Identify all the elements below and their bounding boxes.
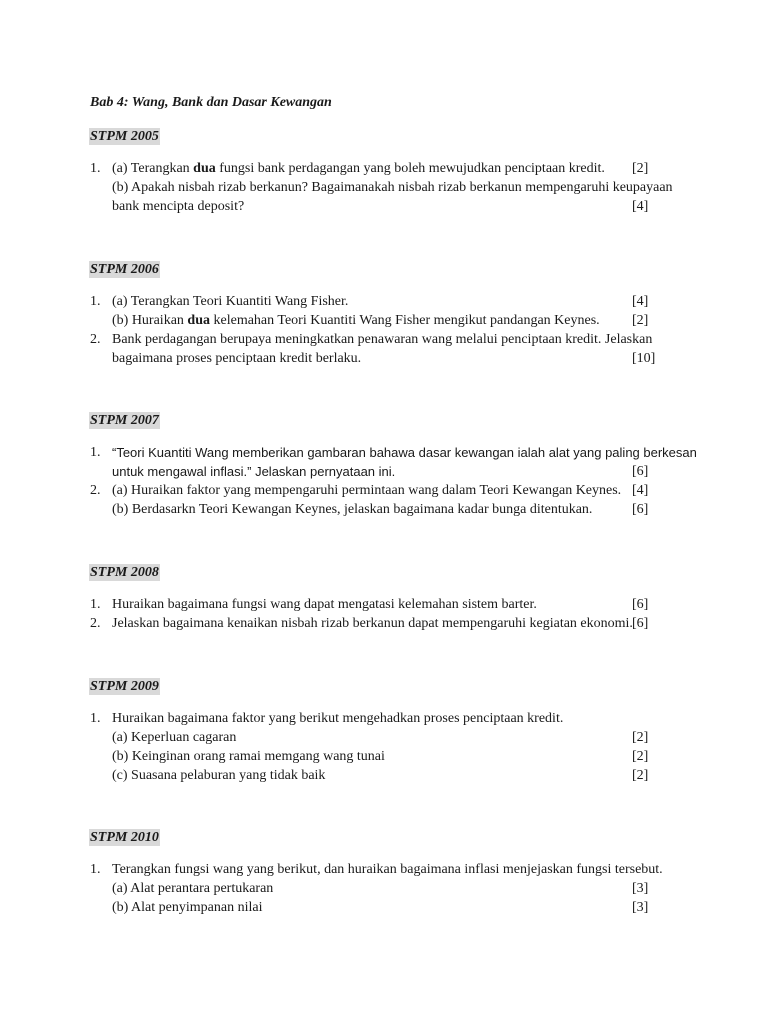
section-heading: STPM 2007 [90, 413, 159, 428]
question-line [90, 292, 690, 311]
question-line [90, 481, 690, 500]
question-number: 1. [90, 597, 101, 612]
question-number: 1. [90, 711, 101, 726]
mark-allocation: [2] [632, 730, 649, 745]
question-number: 2. [90, 332, 101, 347]
question-line [90, 898, 690, 917]
mark-allocation: [4] [632, 483, 649, 498]
question-text: Terangkan fungsi wang yang berikut, dan huraikan bagaimana inflasi menjejaskan fungsi tersebut. [112, 862, 663, 877]
mark-allocation: [4] [632, 199, 649, 214]
section-heading: STPM 2006 [90, 262, 159, 277]
question-text: (b) Apakah nisbah rizab berkanun? Bagaimanakah nisbah rizab berkanun mempengaruhi keupayaan [112, 180, 673, 195]
question-line [90, 311, 690, 330]
question-text [112, 311, 600, 330]
mark-allocation: [10] [632, 351, 656, 366]
mark-allocation: [2] [632, 313, 649, 328]
question-line [90, 178, 690, 197]
document-title: Bab 4: Wang, Bank dan Dasar Kewangan [90, 95, 332, 110]
question-text: Jelaskan bagaimana kenaikan nisbah rizab berkanun dapat mempengaruhi kegiatan ekonomi. [112, 616, 633, 631]
question-text: bagaimana proses penciptaan kredit berlaku. [112, 351, 362, 366]
question-number: 2. [90, 483, 101, 498]
question-text: (b) Alat penyimpanan nilai [112, 900, 263, 915]
emphasis-word: dua [193, 161, 216, 176]
question-line [90, 500, 690, 519]
exam-section [90, 677, 690, 785]
emphasis-word: dua [187, 313, 210, 328]
question-text-part: fungsi bank perdagangan yang boleh mewujudkan penciptaan kredit. [215, 161, 605, 176]
question-text-part: (b) Huraikan [112, 313, 188, 328]
question-text: Bank perdagangan berupaya meningkatkan penawaran wang melalui penciptaan kredit. Jelaskan [112, 332, 653, 347]
question-line [90, 330, 690, 349]
question-list [90, 159, 690, 216]
section-heading: STPM 2009 [90, 679, 159, 694]
question-list [90, 595, 690, 633]
question-list [90, 292, 690, 368]
question-text-part: kelemahan Teori Kuantiti Wang Fisher mengikut pandangan Keynes. [210, 313, 600, 328]
question-line [90, 595, 690, 614]
question-text: (a) Huraikan faktor yang mempengaruhi permintaan wang dalam Teori Kewangan Keynes. [112, 483, 622, 498]
question-line [90, 709, 690, 728]
question-line [90, 747, 690, 766]
mark-allocation: [2] [632, 749, 649, 764]
mark-allocation: [3] [632, 900, 649, 915]
question-line [90, 860, 690, 879]
mark-allocation: [6] [632, 597, 649, 612]
section-heading: STPM 2010 [90, 830, 159, 845]
question-text: (c) Suasana pelaburan yang tidak baik [112, 768, 326, 783]
question-text: untuk mengawal inflasi.” Jelaskan pernyataan ini. [112, 464, 396, 479]
mark-allocation: [4] [632, 294, 649, 309]
mark-allocation: [6] [632, 616, 649, 631]
question-list [90, 709, 690, 785]
question-text: Huraikan bagaimana fungsi wang dapat mengatasi kelemahan sistem barter. [112, 597, 537, 612]
question-line [90, 879, 690, 898]
question-number: 1. [90, 294, 101, 309]
question-line [90, 728, 690, 747]
question-number: 1. [90, 445, 101, 460]
mark-allocation: [2] [632, 768, 649, 783]
question-list [90, 443, 697, 519]
exam-section [90, 563, 690, 633]
question-text: (b) Berdasarkn Teori Kewangan Keynes, jelaskan bagaimana kadar bunga ditentukan. [112, 502, 593, 517]
question-number: 1. [90, 862, 101, 877]
exam-section [90, 127, 690, 216]
question-text-part: (a) Terangkan [112, 161, 194, 176]
question-text: bank mencipta deposit? [112, 199, 245, 214]
question-line [90, 614, 690, 633]
question-line [90, 766, 690, 785]
question-number: 2. [90, 616, 101, 631]
question-number: 1. [90, 161, 101, 176]
exam-section [90, 828, 690, 917]
question-line [90, 197, 690, 216]
section-heading: STPM 2008 [90, 565, 159, 580]
question-line [90, 443, 697, 462]
question-text: Huraikan bagaimana faktor yang berikut mengehadkan proses penciptaan kredit. [112, 711, 564, 726]
question-list [90, 860, 690, 917]
mark-allocation: [2] [632, 161, 649, 176]
question-line [90, 349, 690, 368]
mark-allocation: [6] [632, 502, 649, 517]
exam-section [90, 260, 690, 368]
exam-section [90, 411, 697, 519]
question-text: (b) Keinginan orang ramai memgang wang tunai [112, 749, 385, 764]
question-text: (a) Keperluan cagaran [112, 730, 237, 745]
question-text: (a) Alat perantara pertukaran [112, 881, 274, 896]
question-text [112, 159, 605, 178]
question-text: (a) Terangkan Teori Kuantiti Wang Fisher. [112, 294, 349, 309]
mark-allocation: [3] [632, 881, 649, 896]
question-text: “Teori Kuantiti Wang memberikan gambaran bahawa dasar kewangan ialah alat yang paling berkesan [112, 445, 697, 460]
question-line [90, 462, 690, 481]
mark-allocation: [6] [632, 464, 649, 479]
question-line [90, 159, 690, 178]
section-heading: STPM 2005 [90, 129, 159, 144]
